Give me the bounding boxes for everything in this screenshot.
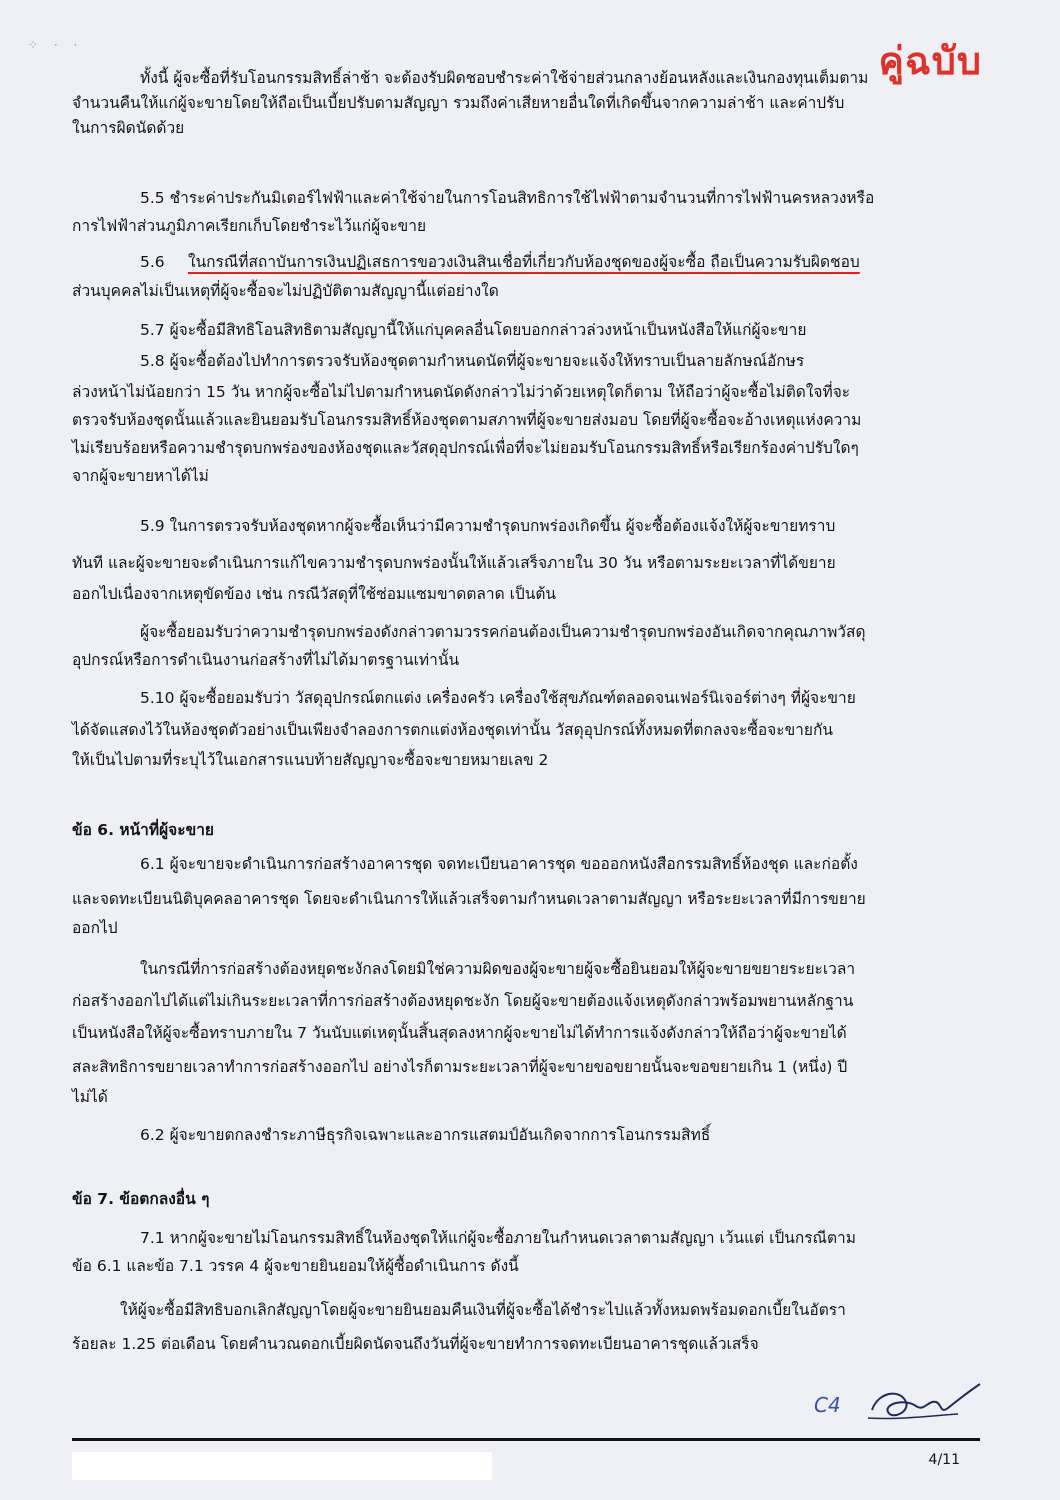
text-line: ได้จัดแสดงไว้ในห้องชุดตัวอย่างเป็นเพียงจำลองการตกแต่งห้องชุดเท่านั้น วัสดุอุปกรณ์ทั้งหมดที่ตกลงจะซื้อจะขายกัน	[72, 721, 833, 739]
copy-stamp: คู่ฉบับ	[878, 39, 982, 83]
clause-number: 5.6	[140, 253, 165, 271]
text-line: ทันที และผู้จะขายจะดำเนินการแก้ไขความชำรุดบกพร่องนั้นให้แล้วเสร็จภายใน 30 วัน หรือตามระยะเวลาที่ได้ขยาย	[72, 554, 836, 572]
text-line: ผู้จะซื้อยอมรับว่าความชำรุดบกพร่องดังกล่าวตามวรรคก่อนต้องเป็นความชำรุดบกพร่องอันเกิดจากคุณภาพวัสดุ	[140, 623, 866, 641]
text-line: สละสิทธิการขยายเวลาทำการก่อสร้างออกไป อย่างไรก็ตามระยะเวลาที่ผู้จะขายขอขยายนั้นจะขอขยายเกิน 1 (หนึ่ง) ปี	[72, 1058, 848, 1076]
scan-marks: ⁘ · ·	[28, 38, 84, 52]
text-line: ไม่ได้	[72, 1088, 108, 1106]
underlined-text-line: ในกรณีที่สถาบันการเงินปฏิเสธการขอวงเงินสินเชื่อที่เกี่ยวกับห้องชุดของผู้จะซื้อ ถือเป็นความรับผิดชอบ	[188, 253, 860, 271]
text-line: ในการผิดนัดด้วย	[72, 119, 185, 137]
redacted-block	[72, 1452, 492, 1480]
text-line: ให้เป็นไปตามที่ระบุไว้ในเอกสารแนบท้ายสัญญาจะซื้อจะขายหมายเลข 2	[72, 751, 549, 769]
svg-text:C4: C4	[814, 1393, 841, 1417]
text-line: 5.5 ชำระค่าประกันมิเตอร์ไฟฟ้าและค่าใช้จ่ายในการโอนสิทธิการใช้ไฟฟ้าตามจำนวนที่การไฟฟ้านครหลวงหรือ	[140, 189, 875, 207]
text-line: 6.2 ผู้จะขายตกลงชำระภาษีธุรกิจเฉพาะและอากรแสตมป์อันเกิดจากการโอนกรรมสิทธิ์	[140, 1126, 711, 1144]
text-line: 5.9 ในการตรวจรับห้องชุดหากผู้จะซื้อเห็นว่ามีความชำรุดบกพร่องเกิดขึ้น ผู้จะซื้อต้องแจ้งให้ผู้จะขายทราบ	[140, 517, 836, 535]
text-line: ก่อสร้างออกไปได้แต่ไม่เกินระยะเวลาที่การก่อสร้างต้องหยุดชะงัก โดยผู้จะขายต้องแจ้งเหตุดังกล่าวพร้อมพยานหลักฐาน	[72, 992, 854, 1010]
text-line: และจดทะเบียนนิติบุคคลอาคารชุด โดยจะดำเนินการให้แล้วเสร็จตามกำหนดเวลาตามสัญญา หรือระยะเวลาที่มีการขยาย	[72, 890, 866, 908]
text-line: 5.10 ผู้จะซื้อยอมรับว่า วัสดุอุปกรณ์ตกแต่ง เครื่องครัว เครื่องใช้สุขภัณฑ์ตลอดจนเฟอร์นิเจอร์ต่างๆ ที่ผู้จะขาย	[140, 689, 856, 707]
text-line: 6.1 ผู้จะขายจะดำเนินการก่อสร้างอาคารชุด จดทะเบียนอาคารชุด ขอออกหนังสือกรรมสิทธิ์ห้องชุด และก่อตั้ง	[140, 855, 858, 873]
text-line: เป็นหนังสือให้ผู้จะซื้อทราบภายใน 7 วันนับแต่เหตุนั้นสิ้นสุดลงหากผู้จะขายไม่ได้ทำการแจ้งดังกล่าวให้ถือว่าผู้จะขายได้	[72, 1024, 847, 1042]
text-line: ออกไปเนื่องจากเหตุขัดข้อง เช่น กรณีวัสดุที่ใช้ซ่อมแซมขาดตลาด เป็นต้น	[72, 585, 556, 603]
page-number: 4/11	[928, 1452, 960, 1468]
text-line: ร้อยละ 1.25 ต่อเดือน โดยคำนวณดอกเบี้ยผิดนัดจนถึงวันที่ผู้จะขายทำการจดทะเบียนอาคารชุดแล้วเสร็จ	[72, 1335, 759, 1353]
section-heading: ข้อ 7. ข้อตกลงอื่น ๆ	[72, 1190, 210, 1208]
text-line: ล่วงหน้าไม่น้อยกว่า 15 วัน หากผู้จะซื้อไม่ไปตามกำหนดนัดดังกล่าวไม่ว่าด้วยเหตุใดก็ตาม ให้ถือว่าผู้จะซื้อไม่ติดใจที่จะ	[72, 383, 851, 401]
text-line: 5.7 ผู้จะซื้อมีสิทธิโอนสิทธิตามสัญญานี้ให้แก่บุคคลอื่นโดยบอกกล่าวล่วงหน้าเป็นหนังสือให้แก่ผู้จะขาย	[140, 321, 807, 339]
signature	[808, 1376, 988, 1436]
text-line: ออกไป	[72, 919, 118, 937]
footer-rule	[72, 1438, 980, 1441]
text-line: จำนวนคืนให้แก่ผู้จะขายโดยให้ถือเป็นเบี้ยปรับตามสัญญา รวมถึงค่าเสียหายอื่นใดที่เกิดขึ้นจากความล่าช้า และค่าปรับ	[72, 94, 845, 112]
text-line: 5.8 ผู้จะซื้อต้องไปทำการตรวจรับห้องชุดตามกำหนดนัดที่ผู้จะขายจะแจ้งให้ทราบเป็นลายลักษณ์อักษร	[140, 352, 805, 370]
text-line: ส่วนบุคคลไม่เป็นเหตุที่ผู้จะซื้อจะไม่ปฏิบัติตามสัญญานี้แต่อย่างใด	[72, 282, 499, 300]
text-line: ทั้งนี้ ผู้จะซื้อที่รับโอนกรรมสิทธิ์ล่าช้า จะต้องรับผิดชอบชำระค่าใช้จ่ายส่วนกลางย้อนหลังและเงินกองทุนเต็มตาม	[140, 69, 869, 87]
text-line: ตรวจรับห้องชุดนั้นแล้วและยินยอมรับโอนกรรมสิทธิ์ห้องชุดตามสภาพที่ผู้จะขายส่งมอบ โดยที่ผู้จะซื้อจะอ้างเหตุแห่งความ	[72, 411, 862, 429]
section-heading: ข้อ 6. หน้าที่ผู้จะขาย	[72, 821, 214, 839]
text-line: ให้ผู้จะซื้อมีสิทธิบอกเลิกสัญญาโดยผู้จะขายยินยอมคืนเงินที่ผู้จะซื้อได้ชำระไปแล้วทั้งหมดพร้อมดอกเบี้ยในอัตรา	[120, 1301, 846, 1319]
text-line: ข้อ 6.1 และข้อ 7.1 วรรค 4 ผู้จะขายยินยอมให้ผู้ซื้อดำเนินการ ดังนี้	[72, 1257, 519, 1275]
text-line: ไม่เรียบร้อยหรือความชำรุดบกพร่องของห้องชุดและวัสดุอุปกรณ์เพื่อที่จะไม่ยอมรับโอนกรรมสิทธิ์หรือเรียกร้องค่าปรับใดๆ	[72, 439, 859, 457]
text-line: 7.1 หากผู้จะขายไม่โอนกรรมสิทธิ์ในห้องชุดให้แก่ผู้จะซื้อภายในกำหนดเวลาตามสัญญา เว้นแต่ เป็นกรณีตาม	[140, 1229, 856, 1247]
text-line: อุปกรณ์หรือการดำเนินงานก่อสร้างที่ไม่ได้มาตรฐานเท่านั้น	[72, 651, 460, 669]
text-line: จากผู้จะขายหาได้ไม่	[72, 467, 209, 485]
text-line: ในกรณีที่การก่อสร้างต้องหยุดชะงักลงโดยมิใช่ความผิดของผู้จะขายผู้จะซื้อยินยอมให้ผู้จะขายขยายระยะเวลา	[140, 960, 856, 978]
text-line: การไฟฟ้าส่วนภูมิภาคเรียกเก็บโดยชำระไว้แก่ผู้จะขาย	[72, 217, 427, 235]
